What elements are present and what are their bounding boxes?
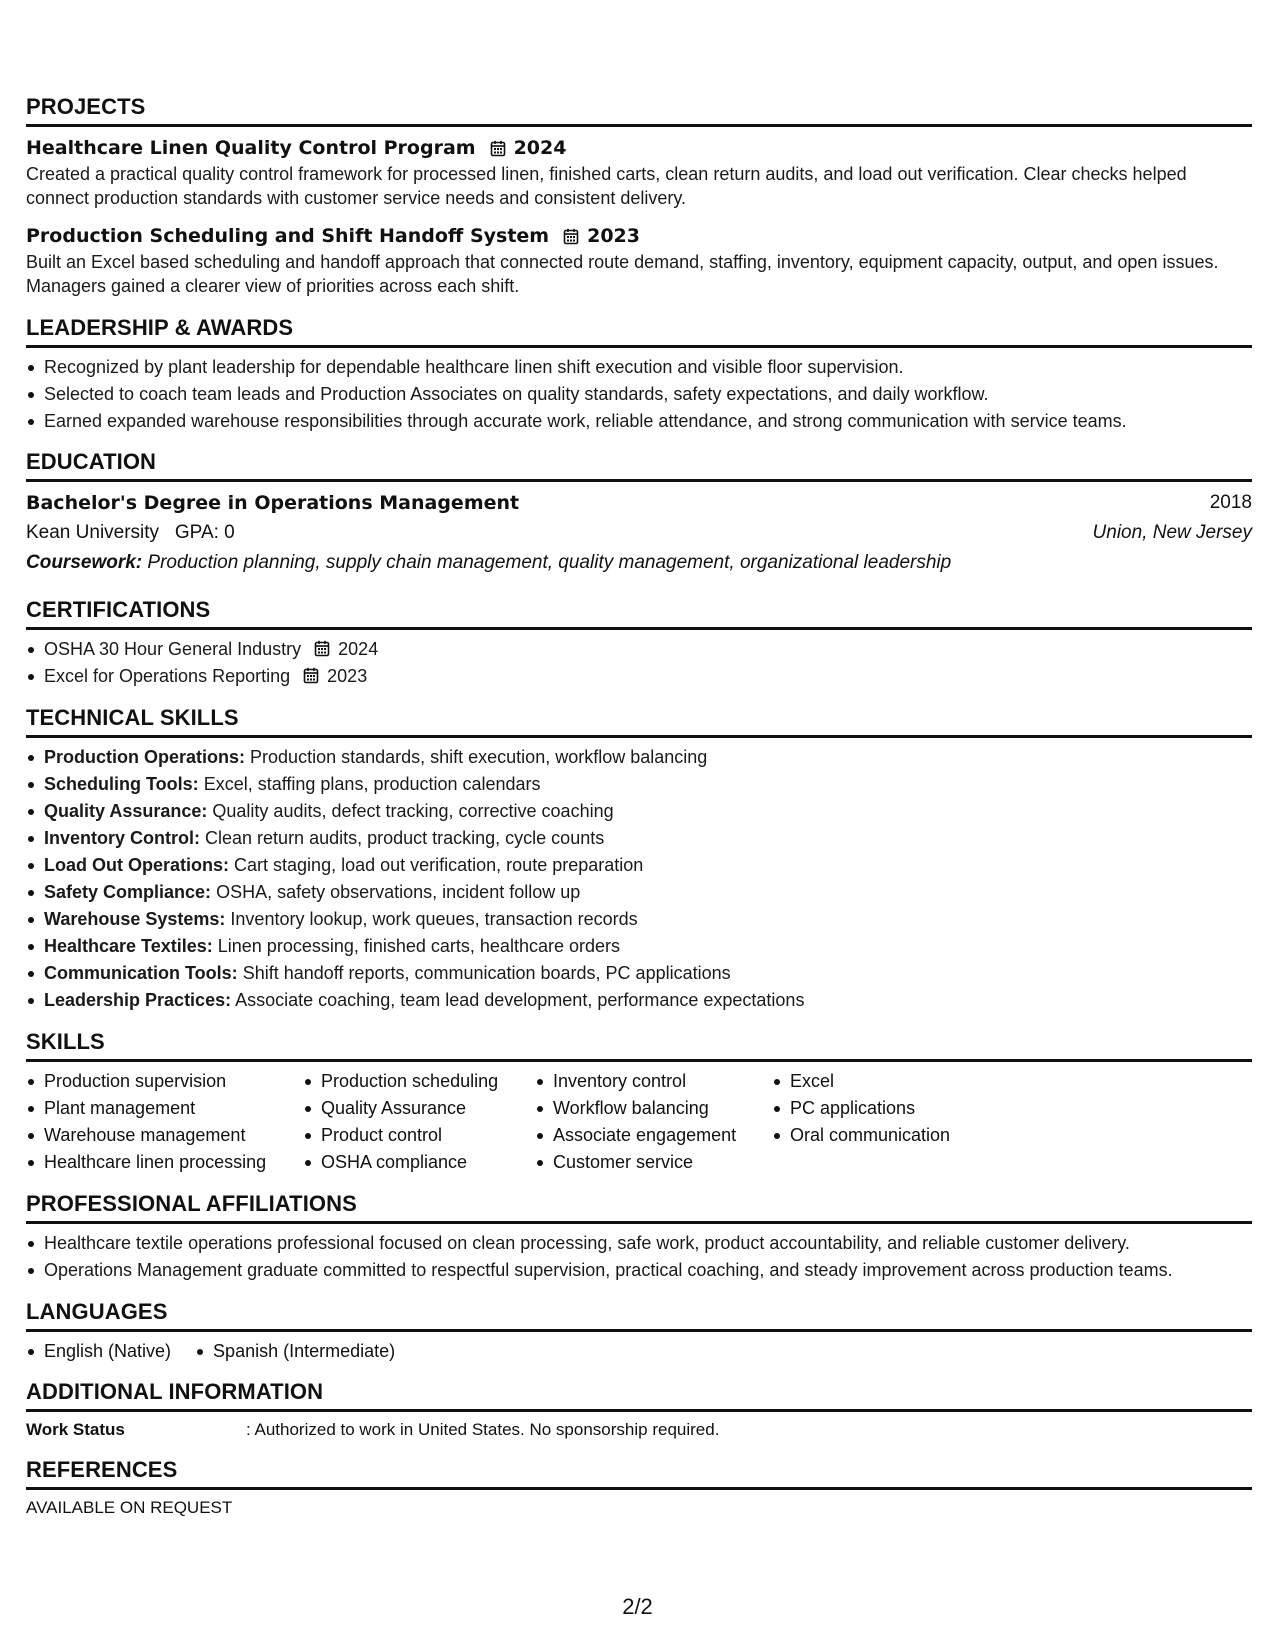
project-year: 2024 [513, 137, 567, 159]
skill-label: Quality Assurance: [44, 801, 208, 821]
leadership-list [26, 354, 1252, 435]
skills-column [535, 1068, 772, 1176]
list-item [26, 933, 1252, 960]
calendar-icon [563, 228, 579, 245]
project-title [26, 136, 1252, 160]
certification-name: OSHA 30 Hour General Industry [44, 639, 302, 659]
affiliations-section [26, 1191, 1252, 1284]
section-heading-projects: PROJECTS [26, 94, 1252, 127]
list-item: Recognized by plant leadership for dependable healthcare linen shift execution and visible floor supervision. [26, 354, 1252, 381]
affiliations-list [26, 1230, 1252, 1284]
coursework-list: Production planning, supply chain management, quality management, organizational leadership [147, 552, 952, 573]
skill-value: Quality audits, defect tracking, corrective coaching [212, 801, 614, 821]
list-item [26, 906, 1252, 933]
resume-page [26, 94, 1252, 1520]
graduation-year: 2018 [1209, 492, 1252, 513]
school-location: Union, New Jersey [1092, 522, 1252, 543]
skill-item: Excel [772, 1068, 1012, 1095]
skill-item: Inventory control [535, 1068, 772, 1095]
skill-label: Leadership Practices: [44, 990, 232, 1010]
project-description: Built an Excel based scheduling and handoff approach that connected route demand, staffing, inventory, equipment capacity, output, and open issues. Managers gained a clearer view of priorities across each shift. [26, 252, 1219, 296]
skill-value: Clean return audits, product tracking, cycle counts [205, 828, 605, 848]
coursework-label: Coursework: [26, 552, 143, 573]
skill-item: Production scheduling [303, 1068, 535, 1095]
project-title [26, 224, 1252, 248]
skill-label: Scheduling Tools: [44, 774, 199, 794]
skill-item: Quality Assurance [303, 1095, 535, 1122]
skill-item: Customer service [535, 1149, 772, 1176]
work-status-label: Work Status [26, 1420, 125, 1439]
section-heading-skills: SKILLS [26, 1029, 1252, 1062]
calendar-icon [314, 640, 330, 657]
skill-value: Production standards, shift execution, workflow balancing [250, 747, 708, 767]
list-item: Operations Management graduate committed to respectful supervision, practical coaching, and steady improvement across production teams. [26, 1257, 1252, 1284]
skill-item: Production supervision [26, 1068, 303, 1095]
certification-year: 2024 [338, 639, 379, 659]
additional-info-section [26, 1379, 1252, 1442]
certification-year: 2023 [327, 666, 368, 686]
skills-section [26, 1029, 1252, 1176]
list-item: Healthcare textile operations professional focused on clean processing, safe work, product accountability, and reliable customer delivery. [26, 1230, 1252, 1257]
degree-title: Bachelor's Degree in Operations Management [26, 492, 520, 514]
technical-skills-section [26, 705, 1252, 1014]
skill-item: PC applications [772, 1095, 1012, 1122]
section-heading-languages: LANGUAGES [26, 1299, 1252, 1332]
coursework [26, 551, 951, 575]
calendar-icon [303, 667, 319, 684]
school-name: Kean University [26, 522, 160, 543]
skills-column [26, 1068, 303, 1176]
languages-section [26, 1299, 1252, 1365]
list-item: Earned expanded warehouse responsibilities through accurate work, reliable attendance, and strong communication with service teams. [26, 408, 1252, 435]
references-section [26, 1457, 1252, 1520]
languages-list [26, 1338, 1252, 1365]
skill-value: Inventory lookup, work queues, transaction records [230, 909, 638, 929]
skills-grid [26, 1068, 1252, 1176]
certification-name: Excel for Operations Reporting [44, 666, 291, 686]
skill-value: OSHA, safety observations, incident follow up [216, 882, 581, 902]
skill-item: Plant management [26, 1095, 303, 1122]
list-item [26, 987, 1252, 1014]
skill-label: Safety Compliance: [44, 882, 212, 902]
skill-value: Associate coaching, team lead development, performance expectations [235, 990, 805, 1010]
skill-item: Workflow balancing [535, 1095, 772, 1122]
skill-item: Healthcare linen processing [26, 1149, 303, 1176]
education-school-row [26, 521, 1252, 545]
list-item [26, 879, 1252, 906]
list-item [26, 960, 1252, 987]
skill-item: Warehouse management [26, 1122, 303, 1149]
list-item [26, 744, 1252, 771]
coursework-row [26, 551, 1252, 575]
certification-item [26, 663, 1252, 690]
skill-value: Excel, staffing plans, production calendars [203, 774, 541, 794]
skill-value: Linen processing, finished carts, healthcare orders [217, 936, 620, 956]
leadership-section [26, 315, 1252, 435]
project-description: Created a practical quality control framework for processed linen, finished carts, clean return audits, and load out verification. Clear checks helped connect production standards with customer service needs and consistent delivery. [26, 164, 1187, 208]
skill-value: Cart staging, load out verification, route preparation [234, 855, 644, 875]
section-heading-technical-skills: TECHNICAL SKILLS [26, 705, 1252, 738]
section-heading-affiliations: PROFESSIONAL AFFILIATIONS [26, 1191, 1252, 1224]
gpa: GPA: 0 [174, 522, 235, 543]
project-year: 2023 [587, 225, 640, 247]
list-item [26, 825, 1252, 852]
skill-item: Product control [303, 1122, 535, 1149]
certifications-list [26, 636, 1252, 690]
skill-label: Communication Tools: [44, 963, 238, 983]
list-item [26, 798, 1252, 825]
section-heading-references: REFERENCES [26, 1457, 1252, 1490]
education-degree-row [26, 491, 1252, 515]
calendar-icon [490, 140, 506, 157]
skills-column [303, 1068, 535, 1176]
skill-item: OSHA compliance [303, 1149, 535, 1176]
project-name: Production Scheduling and Shift Handoff System [26, 225, 550, 247]
education-section [26, 449, 1252, 575]
list-item: Selected to coach team leads and Production Associates on quality standards, safety expectations, and daily workflow. [26, 381, 1252, 408]
skills-column [772, 1068, 1012, 1176]
technical-skills-list [26, 744, 1252, 1014]
skill-label: Healthcare Textiles: [44, 936, 213, 956]
skill-label: Load Out Operations: [44, 855, 230, 875]
section-heading-leadership: LEADERSHIP & AWARDS [26, 315, 1252, 348]
page-number: 2/2 [622, 1594, 653, 1619]
projects-section [26, 94, 1252, 298]
school-info [26, 521, 235, 545]
skill-label: Warehouse Systems: [44, 909, 226, 929]
skill-value: Shift handoff reports, communication boards, PC applications [242, 963, 731, 983]
certifications-section [26, 597, 1252, 690]
work-status-value: : Authorized to work in United States. No sponsorship required. [246, 1420, 720, 1439]
skill-label: Inventory Control: [44, 828, 200, 848]
skill-label: Production Operations: [44, 747, 246, 767]
project-name: Healthcare Linen Quality Control Program [26, 137, 476, 159]
section-heading-additional-info: ADDITIONAL INFORMATION [26, 1379, 1252, 1412]
language-item: Spanish (Intermediate) [195, 1338, 395, 1365]
section-heading-certifications: CERTIFICATIONS [26, 597, 1252, 630]
references-text: AVAILABLE ON REQUEST [26, 1498, 233, 1517]
certification-item [26, 636, 1252, 663]
skill-item: Oral communication [772, 1122, 1012, 1149]
list-item [26, 771, 1252, 798]
list-item [26, 852, 1252, 879]
work-status-row [26, 1418, 1252, 1442]
skill-item: Associate engagement [535, 1122, 772, 1149]
language-item: English (Native) [26, 1338, 171, 1365]
section-heading-education: EDUCATION [26, 449, 1252, 482]
